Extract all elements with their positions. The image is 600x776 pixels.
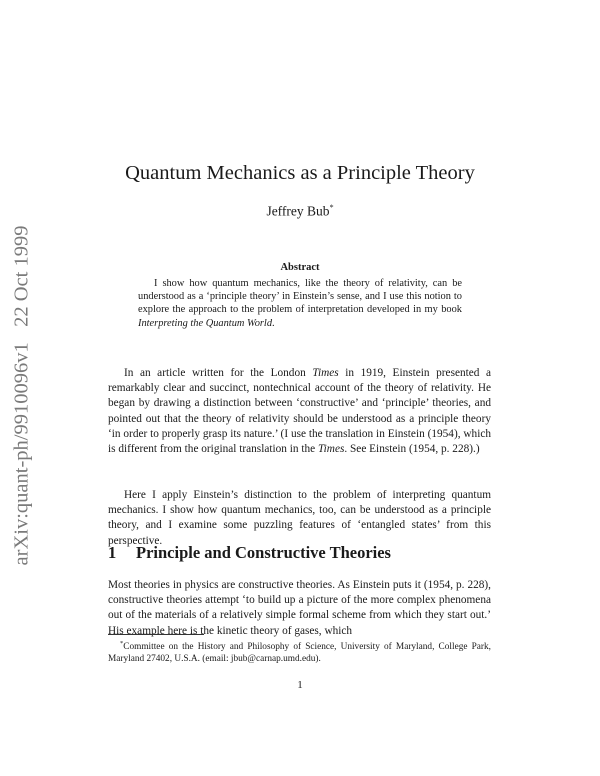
footnote-divider <box>108 634 204 635</box>
times-newspaper-title: Times <box>312 367 339 379</box>
footnote-mark: * <box>120 640 124 647</box>
para1-part-c: . See Einstein (1954, p. 228).) <box>344 443 480 456</box>
times-newspaper-title-2: Times <box>318 443 345 456</box>
arxiv-identifier-text: arXiv:quant-ph/9910096v1 22 Oct 1999 <box>10 225 33 565</box>
abstract-text-end: . <box>272 317 275 329</box>
section-heading <box>108 543 391 563</box>
para1-part-b: in 1919, Einstein presented a remarkably clear and succinct, nontechnical account of the theory of relativity. He began by drawing a distinction between ‘constructive’ and ‘principle’ theories, and pointed out that the theory of relativity should be understood as a principle theory ‘in order to properly grasp its nature.’ (I use the translation in Einstein (1954), which is different from the original translation in the <box>108 367 491 456</box>
abstract-text-start: I show how quantum mechanics, like the theory of relativity, can be understood as a ‘principle theory’ in Einstein’s sense, and I use this notion to explore the approach to the problem of interpretation developed in my book <box>138 278 462 316</box>
page-number: 1 <box>297 679 303 691</box>
intro-paragraph-2: Here I apply Einstein’s distinction to the problem of interpreting quantum mechanics. I show how quantum mechanics, too, can be understood as a principle theory, and I examine some puzzling features of ‘entangled states’ from this perspective. <box>108 489 491 547</box>
para1-part-a: In an article written for the London <box>124 367 313 379</box>
abstract-heading: Abstract <box>280 262 320 273</box>
author-footnote-mark: * <box>329 203 334 212</box>
section-title: Principle and Constructive Theories <box>136 543 391 562</box>
footnote-text: Committee on the History and Philosophy of Science, University of Maryland, College Park, Maryland 27402, U.S.A. (email: jbub@carnap.umd.edu). <box>108 642 491 665</box>
paper-title: Quantum Mechanics as a Principle Theory <box>125 162 475 184</box>
author-line <box>0 203 600 220</box>
author-name: Jeffrey Bub <box>266 203 330 219</box>
abstract-text <box>138 277 462 330</box>
section-paragraph-1: Most theories in physics are constructive theories. As Einstein puts it (1954, p. 228), constructive theories attempt ‘to build up a picture of the more complex phenomena out of the materials of a relatively simple formal scheme from which they start out.’ His example here is the kinetic theory of gases, which <box>108 579 491 637</box>
intro-paragraph-1 <box>108 366 491 457</box>
footnote <box>108 638 491 665</box>
section-number: 1 <box>108 543 117 562</box>
book-title: Interpreting the Quantum World <box>138 317 273 329</box>
